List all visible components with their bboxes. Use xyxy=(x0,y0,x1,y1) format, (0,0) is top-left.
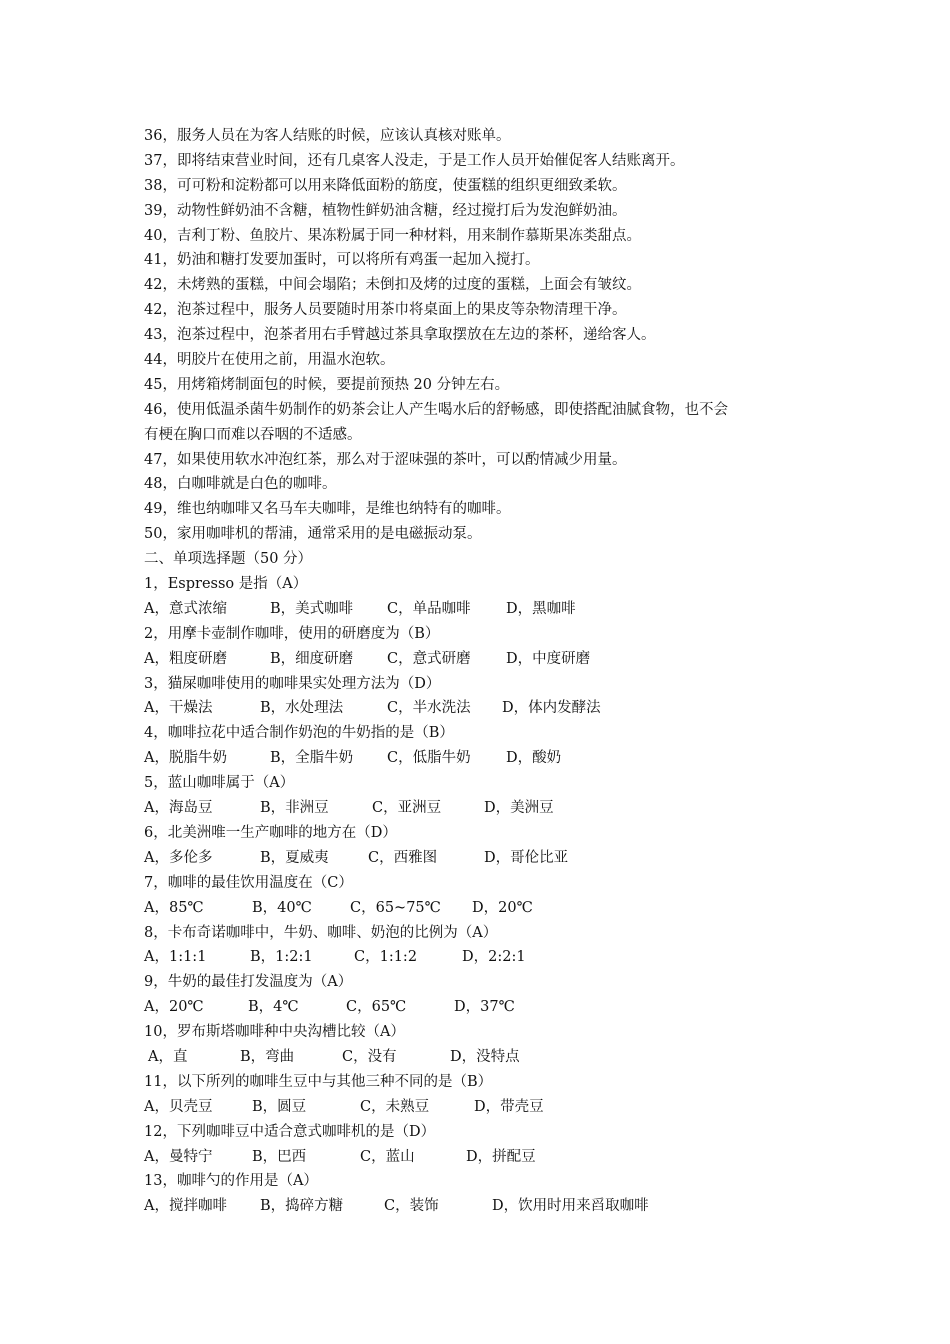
option-c: C，蓝山 xyxy=(360,1148,415,1165)
option-b: B，细度研磨 xyxy=(270,650,354,667)
option-b: B，捣碎方糖 xyxy=(260,1198,344,1215)
option-d: D，带壳豆 xyxy=(474,1098,544,1115)
document-body xyxy=(144,124,814,1219)
option-a: A，意式浓缩 xyxy=(144,600,227,617)
option-b: B，40℃ xyxy=(252,899,312,916)
option-d: D，哥伦比亚 xyxy=(484,849,569,866)
statement-line: 42，泡茶过程中，服务人员要随时用茶巾将桌面上的果皮等杂物清理干净。 xyxy=(144,302,627,319)
statement-line: 49，维也纳咖啡又名马车夫咖啡，是维也纳特有的咖啡。 xyxy=(144,501,511,518)
statement-line: 46，使用低温杀菌牛奶制作的奶茶会让人产生喝水后的舒畅感，即使搭配油腻食物，也不会 xyxy=(144,401,728,418)
option-c: C，1:1:2 xyxy=(354,949,418,966)
option-c: C，半水洗法 xyxy=(387,700,471,717)
statement-line: 有梗在胸口而难以吞咽的不适感。 xyxy=(144,426,362,443)
question-text: 12，下列咖啡豆中适合意式咖啡机的是（D） xyxy=(144,1123,436,1140)
option-b: B，夏威夷 xyxy=(260,849,329,866)
option-row xyxy=(144,597,814,622)
option-a: A，干燥法 xyxy=(144,700,213,717)
option-a: A，粗度研磨 xyxy=(144,650,227,667)
option-d: D，中度研磨 xyxy=(506,650,591,667)
option-c: C，65℃ xyxy=(346,999,407,1016)
option-c: C，低脂牛奶 xyxy=(387,750,471,767)
question-text: 2，用摩卡壶制作咖啡，使用的研磨度为（B） xyxy=(144,625,440,642)
option-a: A，多伦多 xyxy=(144,849,213,866)
option-b: B，弯曲 xyxy=(240,1048,295,1065)
statement-line: 47，如果使用软水冲泡红茶，那么对于涩味强的茶叶，可以酌情减少用量。 xyxy=(144,451,627,468)
question-text: 8，卡布奇诺咖啡中，牛奶、咖啡、奶泡的比例为（A） xyxy=(144,924,498,941)
option-a: A，85℃ xyxy=(144,899,204,916)
option-a: A，脱脂牛奶 xyxy=(144,750,227,767)
option-d: D，体内发酵法 xyxy=(502,700,601,717)
question-text: 13，咖啡勺的作用是（A） xyxy=(144,1173,318,1190)
statement-line: 44，明胶片在使用之前，用温水泡软。 xyxy=(144,352,395,369)
statement-line: 43，泡茶过程中，泡茶者用右手臂越过茶具拿取摆放在左边的茶杯，递给客人。 xyxy=(144,327,656,344)
option-c: C，装饰 xyxy=(384,1198,439,1215)
statement-line: 36，服务人员在为客人结账的时候，应该认真核对账单。 xyxy=(144,128,511,144)
statement-line: 38，可可粉和淀粉都可以用来降低面粉的筋度，使蛋糕的组织更细致柔软。 xyxy=(144,177,627,194)
option-c: C，亚洲豆 xyxy=(372,800,442,817)
option-b: B，美式咖啡 xyxy=(270,600,354,617)
true-false-list xyxy=(144,124,814,547)
section-heading: 二、单项选择题（50 分） xyxy=(144,551,313,568)
question-text: 7，咖啡的最佳饮用温度在（C） xyxy=(144,874,353,891)
option-a: A，海岛豆 xyxy=(144,800,213,817)
option-row xyxy=(144,796,814,821)
option-c: C，未熟豆 xyxy=(360,1098,430,1115)
question-text: 10，罗布斯塔咖啡种中央沟槽比较（A） xyxy=(144,1024,405,1041)
statement-line: 45，用烤箱烤制面包的时候，要提前预热 20 分钟左右。 xyxy=(144,376,510,393)
option-c: C，意式研磨 xyxy=(387,650,471,667)
option-b: B，水处理法 xyxy=(260,700,344,717)
statement-line: 39，动物性鲜奶油不含糖，植物性鲜奶油含糖，经过搅打后为发泡鲜奶油。 xyxy=(144,202,627,219)
option-d: D，拼配豆 xyxy=(466,1148,536,1165)
option-b: B，巴西 xyxy=(252,1148,307,1165)
option-d: D，黑咖啡 xyxy=(506,600,576,617)
question-text: 11，以下所列的咖啡生豆中与其他三种不同的是（B） xyxy=(144,1073,493,1090)
option-a: A，直 xyxy=(148,1048,188,1065)
option-row xyxy=(144,647,814,672)
option-b: B，1:2:1 xyxy=(250,949,313,966)
statement-line: 41，奶油和糖打发要加蛋时，可以将所有鸡蛋一起加入搅打。 xyxy=(144,252,540,269)
option-c: C，没有 xyxy=(342,1048,397,1065)
option-d: D，20℃ xyxy=(472,899,533,916)
option-b: B，非洲豆 xyxy=(260,800,329,817)
option-row xyxy=(144,1045,814,1070)
option-d: D，美洲豆 xyxy=(484,800,554,817)
statement-line: 42，未烤熟的蛋糕，中间会塌陷；未倒扣及烤的过度的蛋糕，上面会有皱纹。 xyxy=(144,277,641,294)
option-a: A，曼特宁 xyxy=(144,1148,213,1165)
question-text: 9，牛奶的最佳打发温度为（A） xyxy=(144,974,353,991)
option-a: A，搅拌咖啡 xyxy=(144,1198,227,1215)
option-row xyxy=(144,945,814,970)
option-row xyxy=(144,896,814,921)
option-row xyxy=(144,846,814,871)
option-b: B，全脂牛奶 xyxy=(270,750,354,767)
option-row xyxy=(144,995,814,1020)
statement-line: 37，即将结束营业时间，还有几桌客人没走，于是工作人员开始催促客人结账离开。 xyxy=(144,152,685,169)
statement-line: 50，家用咖啡机的帮浦，通常采用的是电磁振动泵。 xyxy=(144,526,482,543)
option-c: C，单品咖啡 xyxy=(387,600,471,617)
option-row xyxy=(144,746,814,771)
question-text: 6，北美洲唯一生产咖啡的地方在（D） xyxy=(144,824,397,841)
option-c: C，65~75℃ xyxy=(350,899,441,916)
option-b: B，圆豆 xyxy=(252,1098,307,1115)
option-a: A，20℃ xyxy=(144,999,204,1016)
option-row xyxy=(144,1194,814,1219)
option-a: A，1:1:1 xyxy=(144,949,207,966)
option-d: D，没特点 xyxy=(450,1048,520,1065)
option-d: D，37℃ xyxy=(454,999,515,1016)
option-d: D，饮用时用来舀取咖啡 xyxy=(492,1198,649,1215)
question-text: 3，猫屎咖啡使用的咖啡果实处理方法为（D） xyxy=(144,675,441,692)
option-b: B，4℃ xyxy=(248,999,299,1016)
question-text: 4，咖啡拉花中适合制作奶泡的牛奶指的是（B） xyxy=(144,725,454,742)
question-text: 1，Espresso 是指（A） xyxy=(144,576,308,593)
option-row xyxy=(144,1145,814,1170)
option-row xyxy=(144,1095,814,1120)
option-d: D，2:2:1 xyxy=(462,949,526,966)
question-text: 5，蓝山咖啡属于（A） xyxy=(144,775,295,792)
option-a: A，贝壳豆 xyxy=(144,1098,213,1115)
statement-line: 48，白咖啡就是白色的咖啡。 xyxy=(144,476,337,493)
option-d: D，酸奶 xyxy=(506,750,562,767)
statement-line: 40，吉利丁粉、鱼胶片、果冻粉属于同一种材料，用来制作慕斯果冻类甜点。 xyxy=(144,227,641,244)
option-c: C，西雅图 xyxy=(368,849,438,866)
multiple-choice-list xyxy=(144,572,814,1219)
option-row xyxy=(144,696,814,721)
